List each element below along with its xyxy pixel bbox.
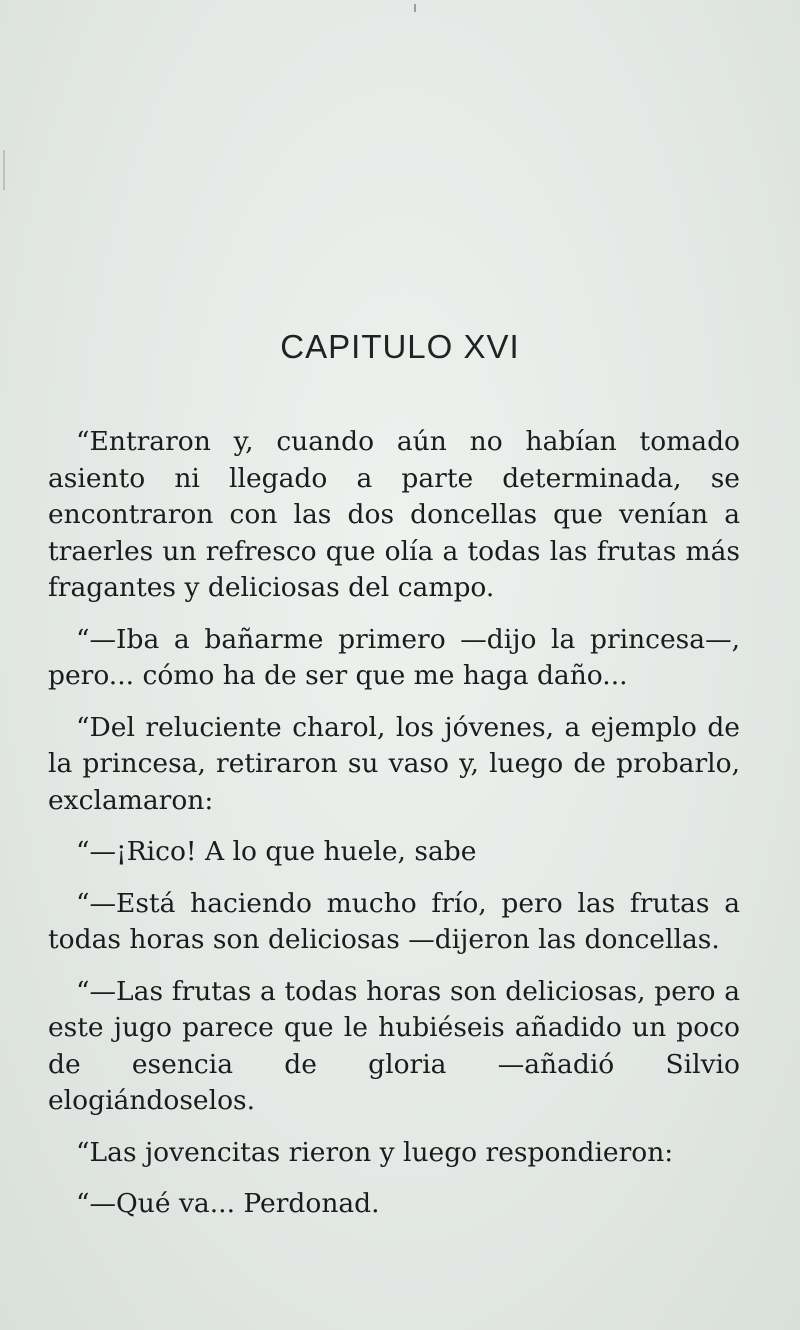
paragraph: “—¡Rico! A lo que huele, sabe: [76, 836, 477, 867]
paragraph: “—Qué va... Perdonad.: [76, 1188, 380, 1219]
scan-mark-top: [414, 4, 416, 12]
paragraph: “Las jovencitas rieron y luego respondieron:: [76, 1136, 674, 1168]
chapter-title: CAPITULO XVI: [280, 328, 520, 365]
scan-mark-left: [3, 150, 5, 190]
paragraph: “—Las frutas a todas horas son deliciosas, pero a este jugo parece que le hubiéseis añadido un poco de esencia de gloria —añadió Silvio elogiándoselos.: [48, 975, 740, 1116]
paragraph: “Entraron y, cuando aún no habían tomado asiento ni llegado a parte determinada, se encontraron con las dos doncellas que venían a traerles un refresco que olía a todas las frutas más fragantes y deliciosas del campo.: [48, 426, 740, 603]
paragraph: “—Está haciendo mucho frío, pero las frutas a todas horas son deliciosas —dijeron las doncellas.: [48, 887, 740, 955]
chapter-body: [48, 424, 740, 1238]
paragraph: “Del reluciente charol, los jóvenes, a ejemplo de la princesa, retiraron su vaso y, luego de probarlo, exclamaron:: [48, 711, 740, 816]
paragraph: “—Iba a bañarme primero —dijo la princesa—, pero... cómo ha de ser que me haga daño...: [48, 623, 740, 691]
